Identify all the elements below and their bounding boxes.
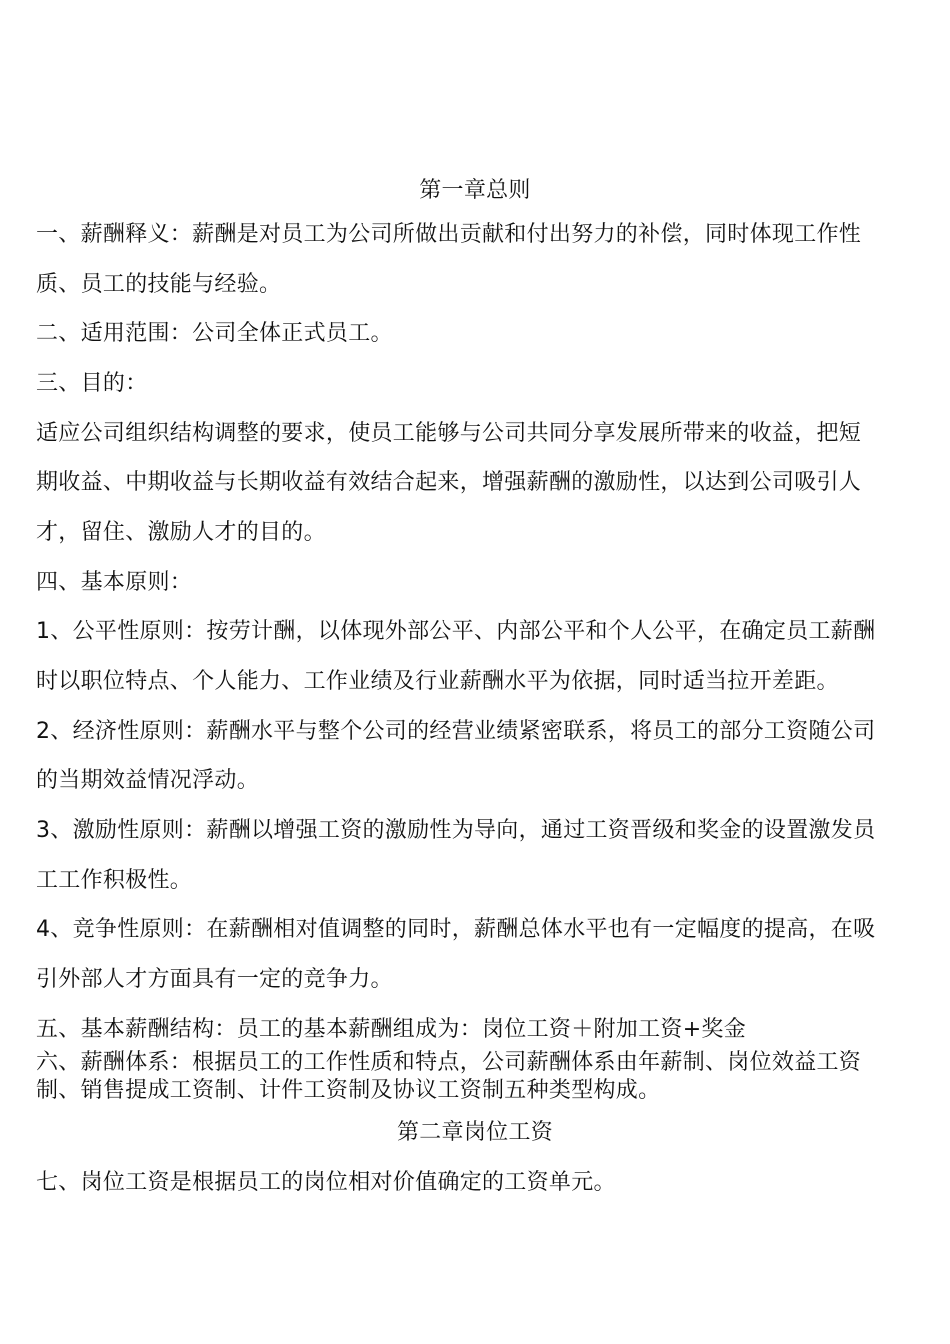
paragraph-line: 期收益、中期收益与长期收益有效结合起来，增强薪酬的激励性，以达到公司吸引人 xyxy=(36,470,862,495)
paragraph-line: 2、经济性原则：薪酬水平与整个公司的经营业绩紧密联系，将员工的部分工资随公司 xyxy=(36,719,876,744)
paragraph-line: 才，留住、激励人才的目的。 xyxy=(36,520,326,545)
paragraph-line: 3、激励性原则：薪酬以增强工资的激励性为导向，通过工资晋级和奖金的设置激发员 xyxy=(36,818,876,843)
paragraph-line: 四、基本原则： xyxy=(36,570,193,595)
paragraph-line: 六、薪酬体系：根据员工的工作性质和特点，公司薪酬体系由年薪制、岗位效益工资 xyxy=(36,1050,862,1075)
paragraph-line: 时以职位特点、个人能力、工作业绩及行业薪酬水平为依据，同时适当拉开差距。 xyxy=(36,669,839,694)
paragraph-line: 引外部人才方面具有一定的竞争力。 xyxy=(36,967,393,992)
paragraph-line: 五、基本薪酬结构：员工的基本薪酬组成为：岗位工资＋附加工资+奖金 xyxy=(36,1017,747,1042)
paragraph-line: 二、适用范围：公司全体正式员工。 xyxy=(36,321,393,346)
chapter-2-title: 第二章岗位工资 xyxy=(396,1120,554,1145)
paragraph-line: 三、目的： xyxy=(36,371,148,396)
paragraph-line: 工工作积极性。 xyxy=(36,868,193,893)
paragraph-line: 质、员工的技能与经验。 xyxy=(36,272,282,297)
paragraph-line: 一、薪酬释义：薪酬是对员工为公司所做出贡献和付出努力的补偿，同时体现工作性 xyxy=(36,222,862,247)
paragraph-line: 4、竞争性原则：在薪酬相对值调整的同时，薪酬总体水平也有一定幅度的提高，在吸 xyxy=(36,917,876,942)
paragraph-line: 制、销售提成工资制、计件工资制及协议工资制五种类型构成。 xyxy=(36,1078,661,1103)
paragraph-line: 七、岗位工资是根据员工的岗位相对价值确定的工资单元。 xyxy=(36,1170,616,1195)
paragraph-line: 的当期效益情况浮动。 xyxy=(36,768,260,793)
chapter-1-title: 第一章总则 xyxy=(419,178,531,203)
paragraph-line: 1、公平性原则：按劳计酬，以体现外部公平、内部公平和个人公平，在确定员工薪酬 xyxy=(36,619,876,644)
paragraph-line: 适应公司组织结构调整的要求，使员工能够与公司共同分享发展所带来的收益，把短 xyxy=(36,421,862,446)
